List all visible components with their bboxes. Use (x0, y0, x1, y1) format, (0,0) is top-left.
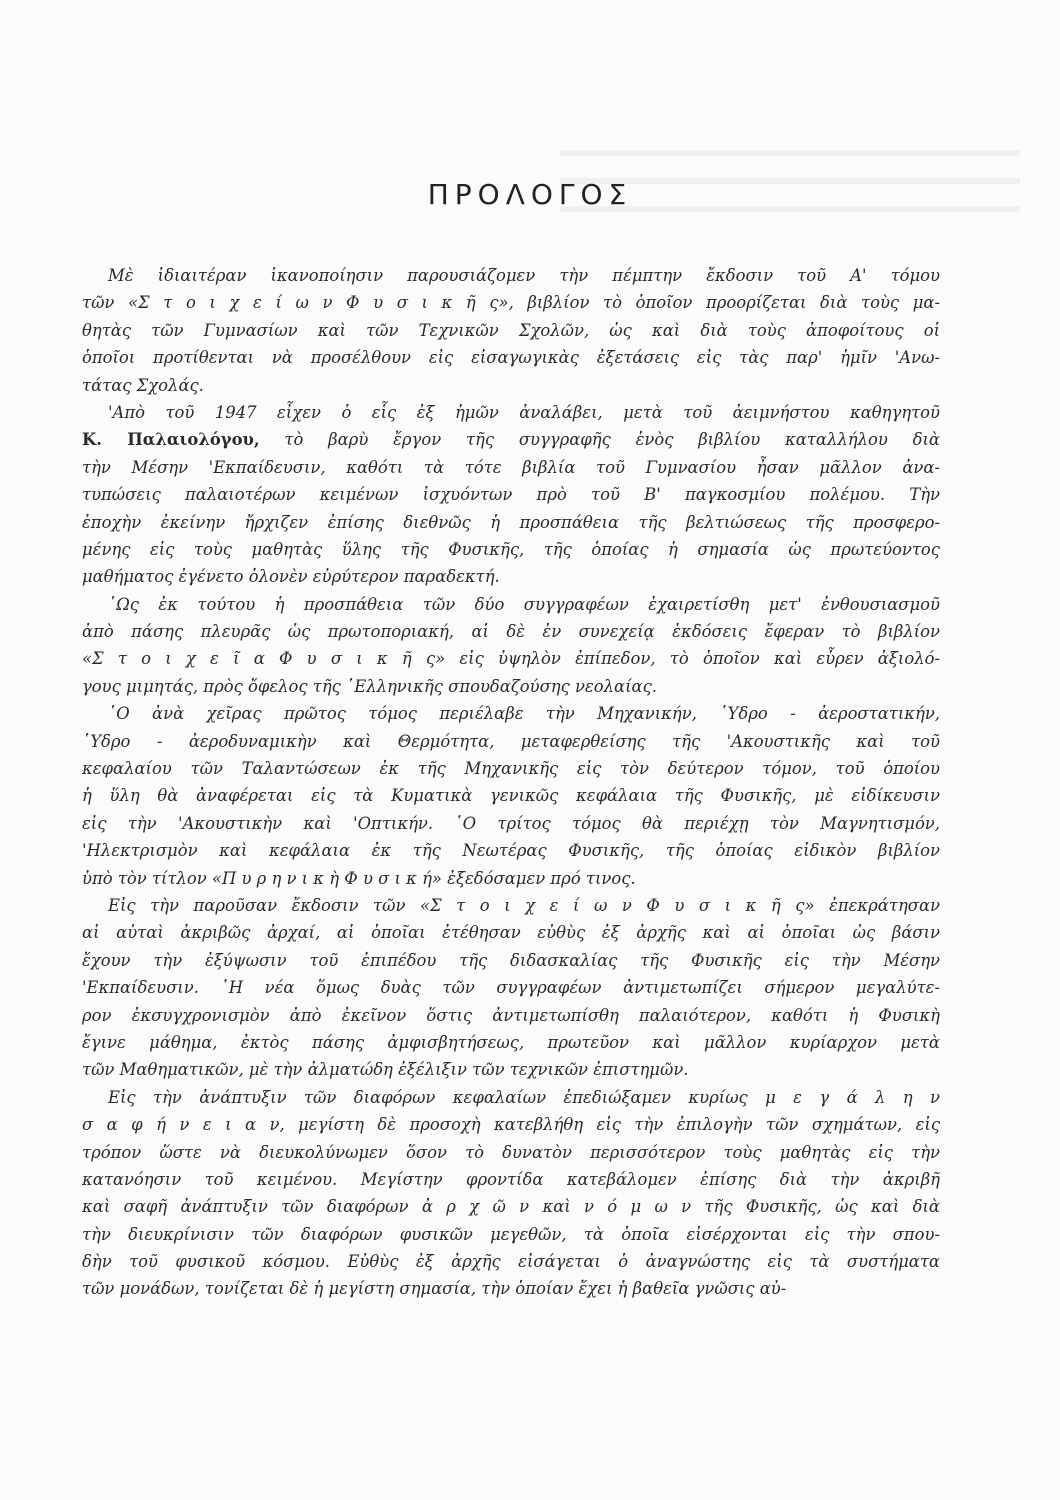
text-line: ἐποχὴν ἐκείνην ἤρχιζεν ἐπίσης διεθνῶς ἡ προσπάθεια τῆς βελτιώσεως τῆς προσφερο- (82, 512, 940, 532)
text-line: ἀπὸ πάσης πλευρᾶς ὡς πρωτοποριακή, αἱ δὲ ἐν συνεχείᾳ ἐκδόσεις ἔφεραν τὸ βιβλίον (82, 622, 940, 642)
bleed-through-reverse (0, 0, 1060, 260)
text-line: τυπώσεις παλαιοτέρων κειμένων ἰσχυόντων πρὸ τοῦ Β' παγκοσμίου πολέμου. Τὴν (82, 485, 940, 505)
preface-body (82, 262, 940, 1303)
text-line: τῶν μονάδων, τονίζεται δὲ ἡ μεγίστη σημασία, τὴν ὁποίαν ἔχει ἡ βαθεῖα γνῶσις αὐ- (82, 1279, 787, 1299)
text-line: κατανόησιν τοῦ κειμένου. Μεγίστην φροντίδα κατεβάλομεν ἐπίσης διὰ τὴν ἀκριβῆ (82, 1169, 940, 1189)
text-line: ρον ἐκσυγχρονισμὸν ἀπὸ ἐκεῖνον ὅστις ἀντιμετωπίσθη παλαιότερον, καθότι ἡ Φυσικὴ (82, 1005, 940, 1025)
text-line: ῾Ο ἀνὰ χεῖρας πρῶτος τόμος περιέλαβε τὴν Μηχανικήν, ῾Υδρο - ἀεροστατικήν, (108, 704, 940, 724)
text-line: 'Ηλεκτρισμὸν καὶ κεφάλαια ἐκ τῆς Νεωτέρας Φυσικῆς, τῆς ὁποίας εἰδικὸν βιβλίον (82, 841, 940, 861)
text-line: Μὲ ἰδιαιτέραν ἱκανοποίησιν παρουσιάζομεν τὴν πέμπτην ἔκδοσιν τοῦ Α' τόμου (108, 266, 940, 285)
bleed-through-line (560, 150, 1020, 156)
text-line: τὴν Μέσην 'Εκπαίδευσιν, καθότι τὰ τότε βιβλία τοῦ Γυμνασίου ἦσαν μᾶλλον ἀνα- (82, 457, 940, 477)
text-line: γους μιμητάς, πρὸς ὄφελος τῆς ῾Ελληνικῆς σπουδαζούσης νεολαίας. (82, 676, 657, 696)
page-title: ΠΡΟΛΟΓΟΣ (427, 178, 633, 211)
text-line: τῶν Μαθηματικῶν, μὲ τὴν ἀλματώδη ἐξέλιξιν τῶν τεχνικῶν ἐπιστημῶν. (82, 1060, 689, 1080)
text-line: θητὰς τῶν Γυμνασίων καὶ τῶν Τεχνικῶν Σχολῶν, ὡς καὶ διὰ τοὺς ἀποφοίτους οἱ (82, 320, 940, 340)
text-line: ἔγινε μάθημα, ἐκτὸς πάσης ἀμφισβητήσεως, πρωτεῦον καὶ μᾶλλον κυρίαρχον μετὰ (82, 1032, 940, 1052)
text-line: ῾Ως ἐκ τούτου ἡ προσπάθεια τῶν δύο συγγραφέων ἐχαιρετίσθη μετ' ἐνθουσιασμοῦ (108, 594, 940, 614)
text-line: αἱ αὐταὶ ἀκριβῶς ἀρχαί, αἱ ὁποῖαι ἐτέθησαν εὐθὺς ἐξ ἀρχῆς καὶ αἱ ὁποῖαι ὡς βάσιν (82, 923, 940, 943)
text-line: «Σ τ ο ι χ ε ῖ α Φ υ σ ι κ ῆ ς» εἰς ὑψηλὸν ἐπίπεδον, τὸ ὁποῖον καὶ εὗρεν ἀξιολό- (82, 649, 940, 669)
text-line: 'Απὸ τοῦ 1947 εἶχεν ὁ εἷς ἐξ ἡμῶν ἀναλάβει, μετὰ τοῦ ἀειμνήστου καθηγητοῦ (108, 402, 940, 422)
text-line: δὴν τοῦ φυσικοῦ κόσμου. Εὐθὺς ἐξ ἀρχῆς εἰσάγεται ὁ ἀναγνώστης εἰς τὰ συστήματα (82, 1252, 940, 1272)
text-line (82, 426, 940, 453)
text-line: καὶ σαφῆ ἀνάπτυξιν τῶν διαφόρων ἀ ρ χ ῶ ν καὶ ν ό μ ω ν τῆς Φυσικῆς, ὡς καὶ διὰ (82, 1197, 940, 1217)
text-line: κεφαλαίου τῶν Ταλαντώσεων ἐκ τῆς Μηχανικῆς εἰς τὸν δεύτερον τόμον, τοῦ ὁποίου (82, 759, 940, 779)
text-line: 'Εκπαίδευσιν. ῾Η νέα ὅμως δυὰς τῶν συγγραφέων ἀντιμετωπίζει σήμερον μεγαλύτε- (82, 978, 940, 998)
text-line: τάτας Σχολάς. (82, 375, 204, 395)
text-line: σ α φ ή ν ε ι α ν, μεγίστη δὲ προσοχὴ κατεβλήθη εἰς τὴν ἐπιλογὴν τῶν σχημάτων, εἰς (82, 1115, 940, 1135)
text-fragment: τὸ βαρὺ ἔργον τῆς συγγραφῆς ἑνὸς βιβλίου καταλλήλου διὰ (284, 430, 940, 450)
text-line: ἡ ὕλη θὰ ἀναφέρεται εἰς τὰ Κυματικὰ γενικῶς κεφάλαια τῆς Φυσικῆς, μὲ εἰδίκευσιν (82, 786, 940, 806)
text-line: ὁποῖοι προτίθενται νὰ προσέλθουν εἰς εἰσαγωγικὰς ἐξετάσεις εἰς τὰς παρ' ἡμῖν 'Ανω- (82, 348, 940, 368)
text-line: μένης εἰς τοὺς μαθητὰς ὕλης τῆς Φυσικῆς, τῆς ὁποίας ἡ σημασία ὡς πρωτεύοντος (82, 539, 940, 559)
text-line: τὴν διευκρίνισιν τῶν διαφόρων φυσικῶν μεγεθῶν, τὰ ὁποῖα εἰσέρχονται εἰς τὴν σπου- (82, 1224, 940, 1244)
text-line: μαθήματος ἐγένετο ὁλονὲν εὐρύτερον παραδεκτή. (82, 567, 500, 587)
text-line: τῶν «Σ τ ο ι χ ε ί ω ν Φ υ σ ι κ ῆ ς», βιβλίον τὸ ὁποῖον προορίζεται διὰ τοὺς μα- (82, 293, 940, 313)
text-line: Εἰς τὴν παροῦσαν ἔκδοσιν τῶν «Σ τ ο ι χ ε ί ω ν Φ υ σ ι κ ῆ ς» ἐπεκράτησαν (108, 895, 940, 915)
text-line: ῾Υδρο - ἀεροδυναμικὴν καὶ Θερμότητα, μεταφερθείσης τῆς 'Ακουστικῆς καὶ τοῦ (82, 731, 940, 751)
text-line: ἔχουν τὴν ἐξύψωσιν τοῦ ἐπιπέδου τῆς διδασκαλίας τῆς Φυσικῆς εἰς τὴν Μέσην (82, 950, 940, 970)
author-name: Κ. Παλαιολόγου, (82, 430, 260, 450)
text-line: τρόπον ὥστε νὰ διευκολύνωμεν ὅσον τὸ δυνατὸν περισσότερον τοὺς μαθητὰς εἰς τὴν (82, 1142, 940, 1162)
text-line: ὑπὸ τὸν τίτλον «Π υ ρ η ν ι κ ὴ Φ υ σ ι κ ή» ἐξεδόσαμεν πρό τινος. (82, 868, 636, 888)
text-line: εἰς τὴν 'Ακουστικὴν καὶ 'Οπτικήν. ῾Ο τρίτος τόμος θὰ περιέχῃ τὸν Μαγνητισμόν, (82, 813, 940, 833)
text-line: Εἰς τὴν ἀνάπτυξιν τῶν διαφόρων κεφαλαίων ἐπεδιώξαμεν κυρίως μ ε γ ά λ η ν (108, 1087, 940, 1107)
